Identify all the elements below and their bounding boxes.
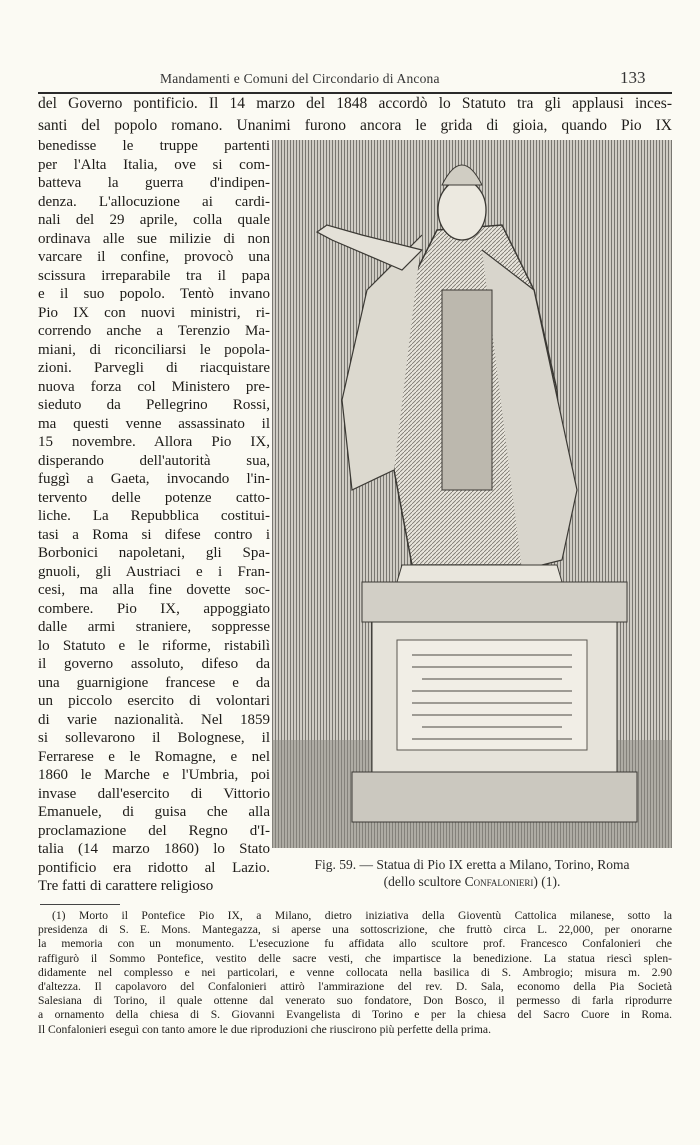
text-line: proclamazione del Regno d'I- (38, 822, 270, 839)
text-line: per l'Alta Italia, ove si com- (38, 156, 270, 173)
text-line: pontificio era ridotto al Lazio. (38, 859, 270, 876)
text-line: ordinava alle sue milizie di non (38, 230, 270, 247)
text-line: una guarnigione francese e da (38, 674, 270, 691)
text-line: benedisse le truppe partenti (38, 138, 270, 154)
text-line: varcare il confine, provocò una (38, 249, 270, 265)
text-line: dalle armi straniere, soppresse (38, 619, 270, 635)
text-line: nuova forza col Ministero pre- (38, 378, 270, 395)
caption-text: ) (1). (533, 874, 561, 889)
caption-text: (dello scultore (383, 874, 465, 889)
text-line: miani, di riconciliarsi le popola- (38, 341, 270, 358)
body-full-width-text (38, 93, 672, 136)
footnote-rule (40, 904, 120, 905)
text-line: nali del 29 aprile, colla quale (38, 212, 270, 228)
caption-line-1: Fig. 59. — Statua di Pio IX eretta a Milano, Torino, Roma (314, 857, 630, 872)
text-line: santi del popolo romano. Unanimi furono ancora le grida di gioia, quando Pio IX (38, 116, 672, 134)
text-line: presidenza di S. E. Mons. Mantegazza, si aperse una sottoscrizione, che fruttò circa L. 22,000, per onorarne (38, 923, 672, 937)
statue-illustration (272, 140, 672, 848)
text-line: cesi, ma alla fine dovette soc- (38, 582, 270, 598)
body-column-text (38, 137, 270, 896)
text-line: zioni. Parvegli di riacquistare (38, 360, 270, 376)
text-line: d'altezza. Il capolavoro del Confalonieri attirò l'ammirazione del rev. D. Sala, economo della Pia Società (38, 979, 672, 993)
page-number: 133 (620, 68, 646, 87)
text-line: batteva la guerra d'indipen- (38, 175, 270, 191)
text-line: liche. La Repubblica costitui- (38, 508, 270, 524)
text-line: Pio IX con nuovi ministri, ri- (38, 304, 270, 321)
text-line: Salesiana di Torino, il quale ottenne dal venerato suo fondatore, Don Bosco, il permesso di farla riprodurre (38, 994, 672, 1008)
text-line: 1860 le Marche e l'Umbria, poi (38, 767, 270, 783)
text-line: scissura irreparabile tra il papa (38, 267, 270, 284)
text-line: talia (14 marzo 1860) lo Stato (38, 841, 270, 857)
text-line: Tre fatti di carattere religioso (38, 878, 214, 894)
text-line: Il Confalonieri eseguì con tanto amore le due riproduzioni che riuscirono più perfette della prima. (38, 1022, 491, 1036)
text-line: 15 novembre. Allora Pio IX, (38, 434, 270, 450)
text-line: si sollevarono il Bolognese, il (38, 730, 270, 746)
text-line: ma questi venne assassinato il (38, 415, 270, 432)
text-line: Borbonici napoletani, gli Spa- (38, 545, 270, 561)
text-line: fuggì a Gaeta, invocando l'in- (38, 471, 270, 487)
pedestal (352, 582, 637, 822)
text-line: gnuoli, gli Austriaci e i Fran- (38, 563, 270, 580)
text-line: del Governo pontificio. Il 14 marzo del 1848 accordò lo Statuto tra gli applausi inces- (38, 95, 672, 112)
text-line: Emanuele, di guisa che alla (38, 804, 270, 820)
text-line: didamente nel complesso e nei particolari, e venne collocata nella basilica di S. Ambrogio; misura m. 2.90 (38, 965, 672, 979)
text-line: (1) Morto il Pontefice Pio IX, a Milano, dietro iniziativa della Gioventù Cattolica milanese, sotto la (52, 909, 672, 922)
figure-caption (272, 856, 672, 890)
text-line: disperando dell'autorità sua, (38, 452, 270, 469)
text-line: e il suo popolo. Tentò invano (38, 286, 270, 302)
text-line: lo Statuto e le riforme, ristabilì (38, 637, 270, 654)
text-line: a ornamento della chiesa di S. Giovanni Evangelista di Torino e per la chiesa del Sacro Cuore in Roma. (38, 1008, 672, 1022)
footnote (38, 909, 672, 1037)
text-line: denza. L'allocuzione ai cardi- (38, 193, 270, 210)
text-line: di varie nazionalità. Nel 1859 (38, 711, 270, 728)
text-line: tervento delle potenze catto- (38, 489, 270, 506)
text-line: sieduto da Pellegrino Rossi, (38, 397, 270, 413)
text-line: invase dall'esercito di Vittorio (38, 785, 270, 802)
text-line: il governo assoluto, difeso da (38, 656, 270, 672)
sculptor-name: Confalonieri (464, 874, 534, 889)
running-header: Mandamenti e Comuni del Circondario di Ancona (160, 71, 440, 86)
text-line: la memoria con un monumento. L'esecuzione fu affidata allo scultore prof. Francesco Confalonieri che (38, 937, 672, 951)
text-line: tasi a Roma si difese contro i (38, 526, 270, 543)
text-line: correndo anche a Terenzio Ma- (38, 323, 270, 339)
text-line: Ferrarese e le Romagne, e nel (38, 748, 270, 765)
text-line: raffigurò il Sommo Pontefice, vestito delle sacre vesti, che impartisce la benedizione. La statua riescì splen- (38, 951, 672, 965)
caption-line-2 (272, 873, 672, 890)
text-line: combere. Pio IX, appoggiato (38, 600, 270, 617)
text-line: un piccolo esercito di volontari (38, 693, 270, 709)
